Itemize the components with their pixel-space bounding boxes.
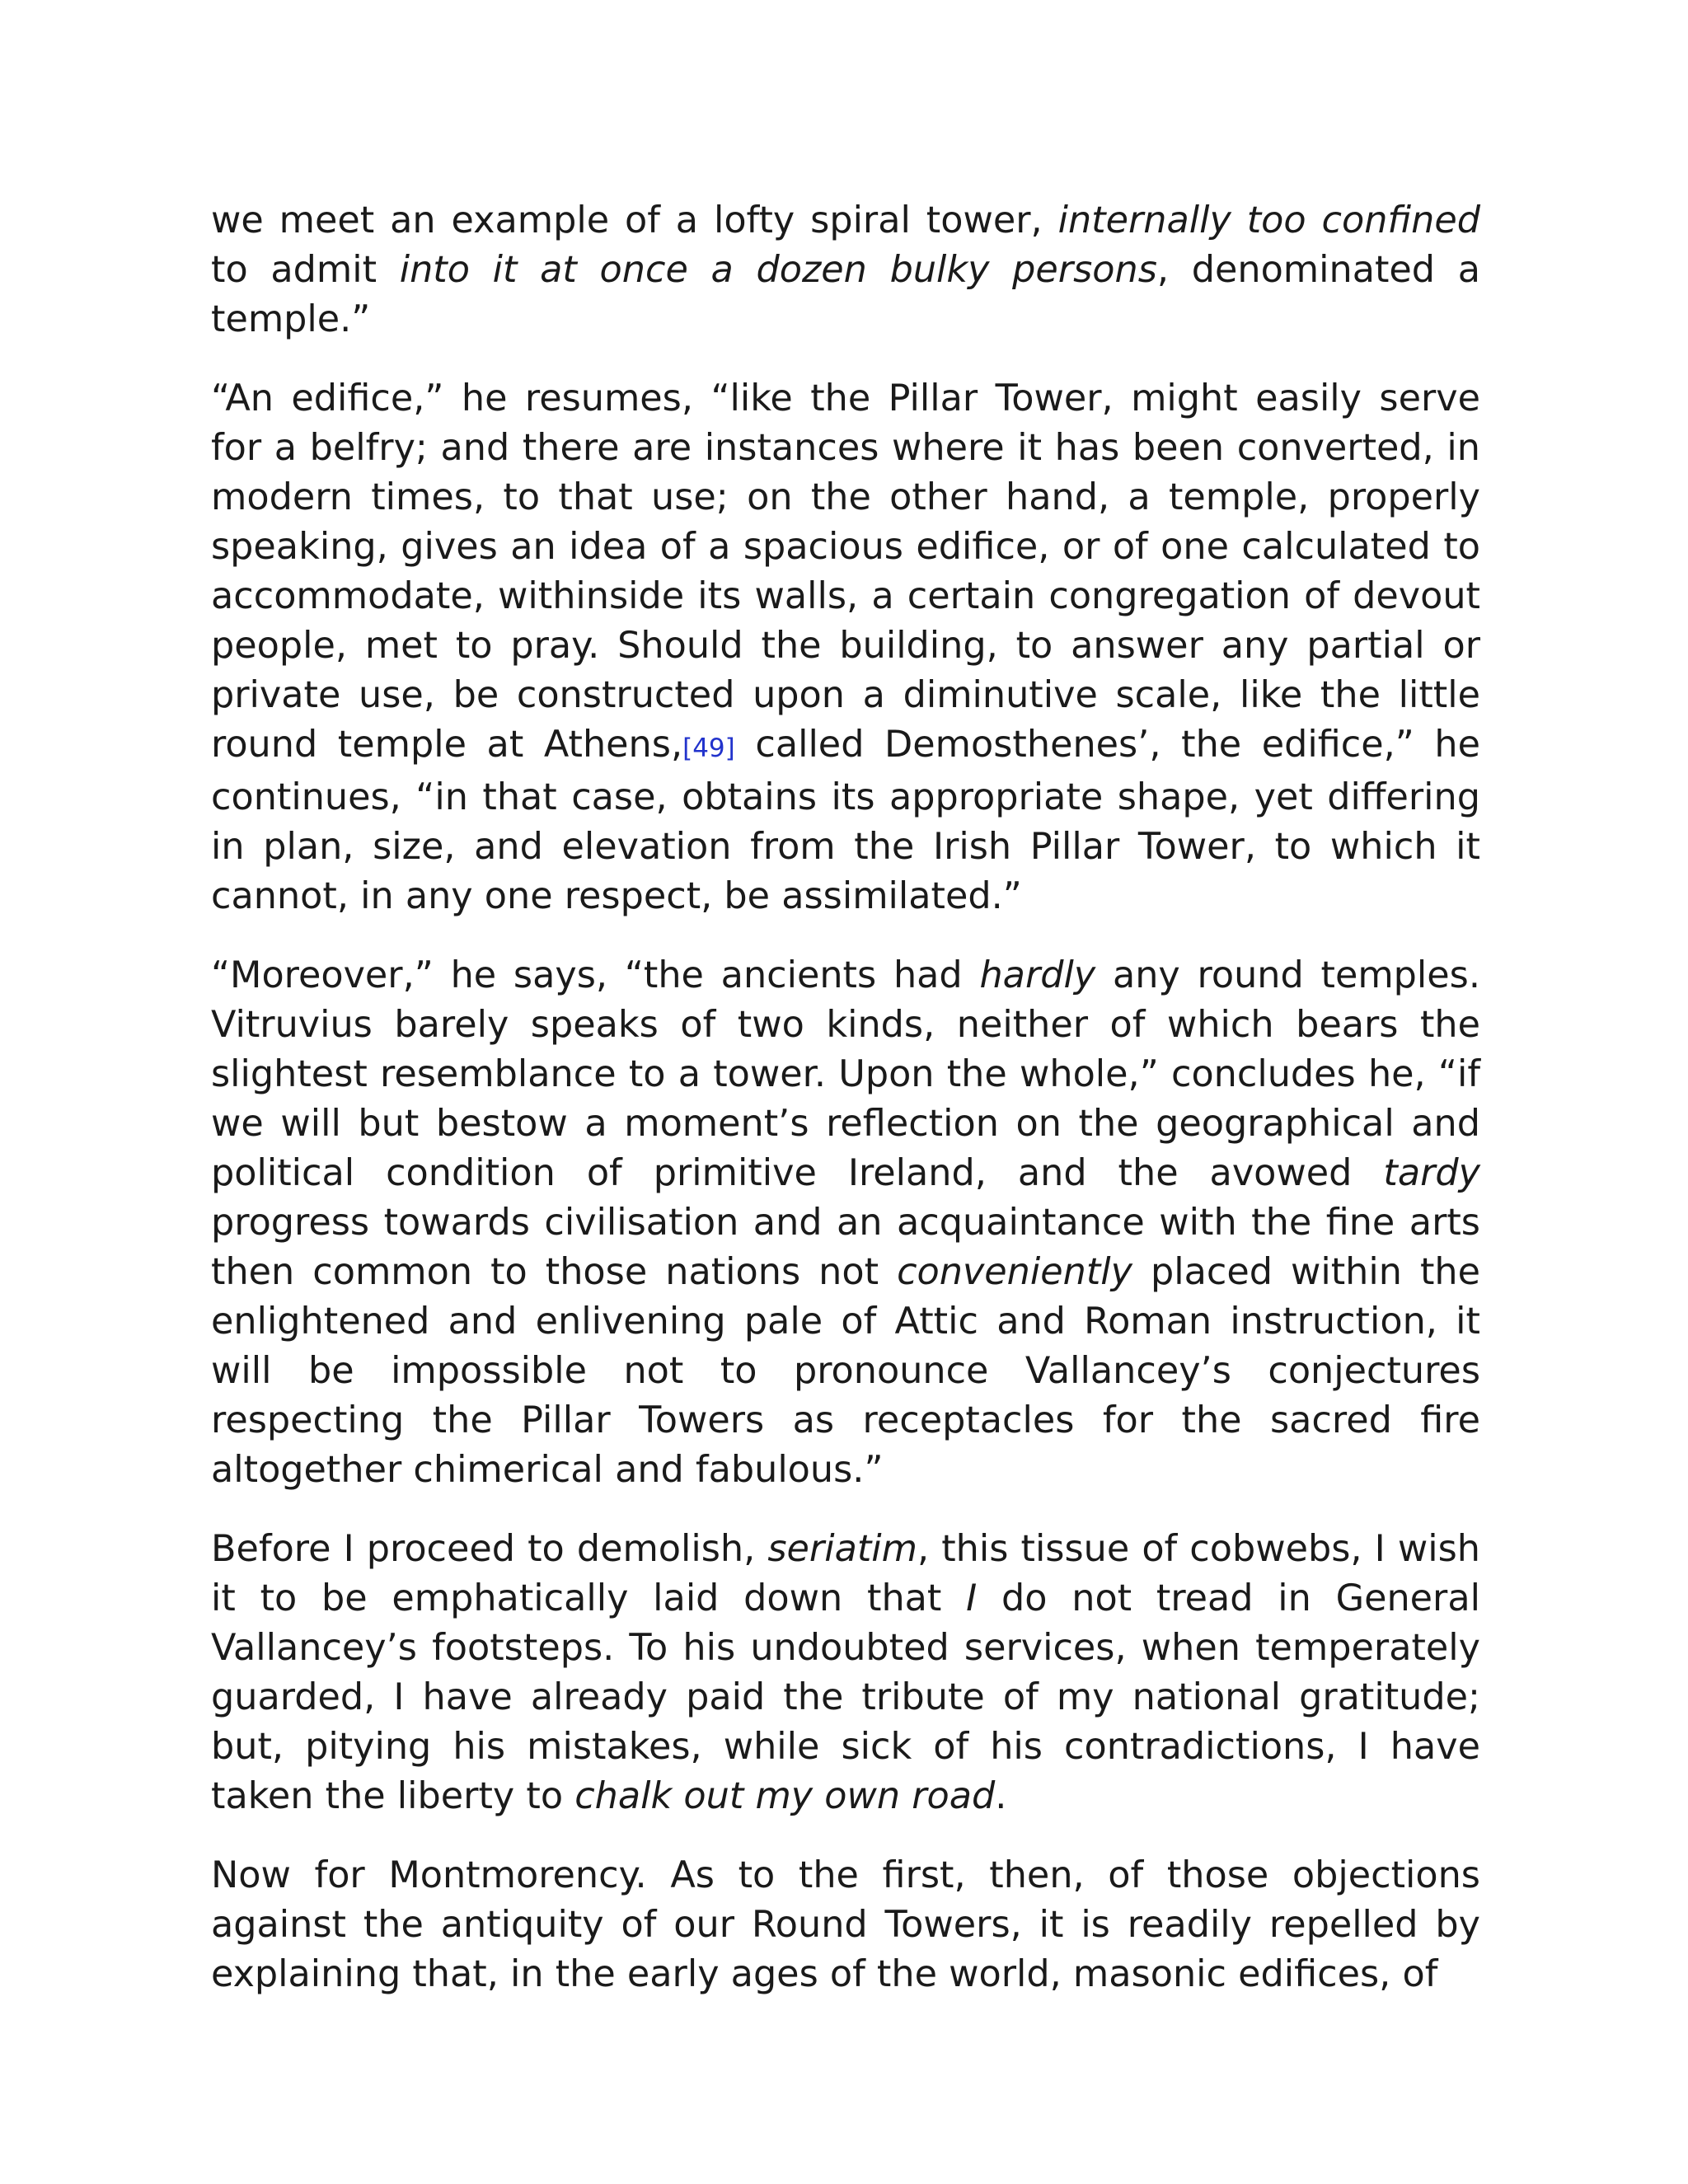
body-paragraph: [211, 1525, 1480, 1821]
body-paragraph: [211, 374, 1480, 921]
footnote-reference-link[interactable]: [49]: [682, 733, 735, 763]
italic-text: internally too confined: [1057, 199, 1480, 241]
paragraph-text: placed within the enlightened and enlivening pale of Attic and Roman instruction, it will be impossible not to pronounce Vallancey’s conjectures respecting the Pillar Towers as receptacles for the sacred fire altogether chimerical and fabulous.”: [211, 1251, 1481, 1491]
body-paragraph: [211, 196, 1480, 344]
paragraph-text: called Demosthenes’, the edifice,” he continues, “in that case, obtains its appropriate shape, yet differing in plan, size, and elevation from the Irish Pillar Tower, to which it cannot, in any one respect, be assimilated.”: [211, 724, 1480, 917]
italic-text: chalk out my own road: [574, 1775, 996, 1817]
italic-text: tardy: [1383, 1152, 1480, 1194]
paragraph-text: “Moreover,” he says, “the ancients had: [211, 954, 980, 996]
paragraph-text: .: [995, 1775, 1007, 1817]
italic-text: seriatim: [767, 1528, 918, 1570]
italic-text: hardly: [979, 954, 1096, 996]
italic-text: conveniently: [897, 1251, 1132, 1293]
italic-text: into it at once a dozen bulky persons: [399, 249, 1157, 291]
document-page: [211, 196, 1480, 1999]
paragraph-text: any round temples. Vitruvius barely speaks of two kinds, neither of which bears the slightest resemblance to a tower. Upon the whole,” concludes he, “if we will but bestow a moment’s reflection on the geographical and political condition of primitive Ireland, and the avowed: [211, 954, 1481, 1194]
paragraph-text: Before I proceed to demolish,: [211, 1528, 768, 1570]
paragraph-text: , this tissue of cobwebs, I wish it to be emphatically laid down that: [211, 1528, 1480, 1619]
paragraph-text: “An edifice,” he resumes, “like the Pillar Tower, might easily serve for a belfry; and there are instances where it has been converted, in modern times, to that use; on the other hand, a temple, properly speaking, gives an idea of a spacious edifice, or of one calculated to accommodate, withinside its walls, a certain congregation of devout people, met to pray. Should the building, to answer any partial or private use, be constructed upon a diminutive scale, like the little round temple at Athens,: [211, 377, 1480, 766]
paragraph-text: to admit: [211, 249, 400, 291]
body-paragraph: [211, 1851, 1480, 1999]
paragraph-text: , denominated a temple.”: [211, 249, 1481, 340]
paragraph-text: we meet an example of a lofty spiral tower,: [211, 199, 1058, 241]
italic-text: I: [966, 1577, 978, 1619]
paragraph-text: progress towards civilisation and an acquaintance with the fine arts then common to those nations not: [211, 1202, 1480, 1293]
body-paragraph: [211, 951, 1480, 1495]
paragraph-text: Now for Montmorency. As to the first, then, of those objections against the antiquity of our Round Towers, it is readily repelled by explaining that, in the early ages of the world, masonic edifices, of: [211, 1854, 1480, 1995]
paragraph-text: do not tread in General Vallancey’s footsteps. To his undoubted services, when temperately guarded, I have already paid the tribute of my national gratitude; but, pitying his mistakes, while sick of his contradictions, I have taken the liberty to: [211, 1577, 1480, 1817]
